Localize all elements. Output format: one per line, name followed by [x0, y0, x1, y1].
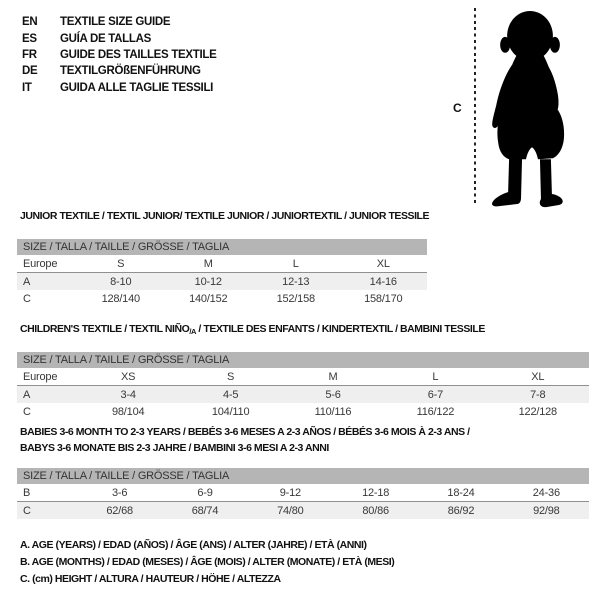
age-value: 3-6 [112, 486, 128, 499]
height-value: 110/116 [314, 405, 352, 418]
age-value: 8-10 [110, 275, 132, 288]
language-title: TEXTILE SIZE GUIDE [60, 16, 171, 29]
language-row [22, 63, 217, 79]
legend-note-a: A. AGE (YEARS) / EDAD (AÑOS) / ÂGE (ANS) / ALTER (JAHRE) / ETÀ (ANNI) [20, 539, 367, 551]
legend-note-c: C. (cm) HEIGHT / ALTURA / HAUTEUR / HÖHE / ALTEZZA [20, 573, 281, 585]
height-measure-label: C [453, 101, 462, 115]
children-title-text: CHILDREN'S TEXTILE / TEXTIL NIÑO [20, 323, 190, 335]
row-label: B [23, 486, 31, 499]
legend-notes [20, 537, 394, 588]
size-value: S [117, 257, 125, 270]
age-value: 12-13 [282, 275, 310, 288]
table-row [17, 290, 427, 307]
row-label: C [23, 405, 31, 418]
size-value: M [328, 370, 338, 383]
size-value: L [292, 257, 299, 270]
table-row [17, 255, 427, 273]
language-title: GUIDE DES TAILLES TEXTILE [60, 48, 217, 61]
size-header-bar: SIZE / TALLA / TAILLE / GRÖSSE / TAGLIA [17, 468, 589, 484]
height-value: 74/80 [277, 504, 304, 517]
age-value: 6-7 [427, 388, 444, 401]
height-value: 92/98 [533, 504, 560, 517]
size-value: M [203, 257, 213, 270]
table-row [17, 484, 589, 502]
legend-note-b: B. AGE (MONTHS) / EDAD (MESES) / ÂGE (MOIS) / ALTER (MONATE) / ETÀ (MESI) [20, 556, 395, 568]
size-value: S [227, 370, 235, 383]
babies-title-line2: BABYS 3-6 MONATE BIS 2-3 JAHRE / BAMBINI 3-6 MESI A 2-3 ANNI [20, 441, 329, 454]
size-value: L [432, 370, 439, 383]
height-value: 68/74 [191, 504, 219, 517]
children-table [17, 352, 589, 420]
age-value: 3-4 [120, 388, 136, 401]
age-value: 18-24 [447, 486, 475, 499]
height-value: 128/140 [101, 292, 140, 305]
height-value: 80/86 [362, 504, 389, 517]
row-label: C [23, 292, 31, 305]
children-title-text: / TEXTILE DES ENFANTS / KINDERTEXTIL / BAMBINI TESSILE [195, 323, 485, 335]
height-value: 104/110 [211, 405, 250, 418]
language-code: FR [22, 48, 37, 61]
row-label: A [23, 388, 31, 401]
language-list [22, 14, 217, 96]
language-code: IT [22, 81, 32, 94]
babies-table-title [20, 425, 470, 456]
row-label: C [23, 504, 31, 517]
language-code: ES [22, 32, 37, 45]
age-value: 7-8 [530, 388, 546, 401]
age-value: 9-12 [279, 486, 301, 499]
height-measure-dashed-line [474, 8, 476, 206]
table-row [17, 386, 589, 403]
language-title: TEXTILGRÖßENFÜHRUNG [60, 65, 201, 78]
size-value: XL [376, 257, 390, 270]
size-value: XL [531, 370, 545, 383]
age-value: 6-9 [197, 486, 213, 499]
language-row [22, 14, 217, 30]
table-row [17, 403, 589, 420]
babies-table [17, 468, 589, 519]
children-title-subscript: /A [189, 327, 196, 336]
language-code: DE [22, 65, 38, 78]
junior-table [17, 239, 427, 307]
language-title: GUÍA DE TALLAS [60, 32, 151, 45]
height-value: 122/128 [518, 405, 557, 418]
size-header-bar: SIZE / TALLA / TAILLE / GRÖSSE / TAGLIA [17, 352, 589, 368]
age-value: 10-12 [194, 275, 222, 288]
height-value: 86/92 [447, 504, 475, 517]
height-value: 116/122 [416, 405, 455, 418]
row-label: A [23, 275, 31, 288]
baby-silhouette [486, 9, 578, 208]
age-value: 4-5 [222, 388, 239, 401]
row-label: Europe [23, 370, 58, 383]
language-code: EN [22, 16, 38, 29]
age-value: 12-18 [362, 486, 390, 499]
age-value: 24-36 [532, 486, 560, 499]
height-value: 158/170 [364, 292, 403, 305]
table-row [17, 273, 427, 290]
height-value: 140/152 [189, 292, 228, 305]
language-row [22, 47, 217, 63]
junior-table-title: JUNIOR TEXTILE / TEXTIL JUNIOR/ TEXTILE JUNIOR / JUNIORTEXTIL / JUNIOR TESSILE [20, 210, 430, 222]
height-value: 62/68 [106, 504, 133, 517]
row-label: Europe [23, 257, 58, 270]
language-row [22, 80, 217, 96]
table-row [17, 502, 589, 519]
size-header-bar: SIZE / TALLA / TAILLE / GRÖSSE / TAGLIA [17, 239, 427, 255]
babies-title-line1: BABIES 3-6 MONTH TO 2-3 YEARS / BEBÉS 3-6 MESES A 2-3 AÑOS / BÉBÉS 3-6 MOIS À 2-3 ANS / [20, 426, 470, 438]
children-table-title [20, 323, 485, 336]
age-value: 14-16 [369, 275, 397, 288]
height-value: 152/158 [276, 292, 315, 305]
language-title: GUIDA ALLE TAGLIE TESSILI [60, 81, 214, 94]
size-value: XS [121, 370, 136, 383]
height-value: 98/104 [111, 405, 145, 418]
age-value: 5-6 [325, 388, 341, 401]
table-row [17, 368, 589, 386]
language-row [22, 30, 217, 46]
